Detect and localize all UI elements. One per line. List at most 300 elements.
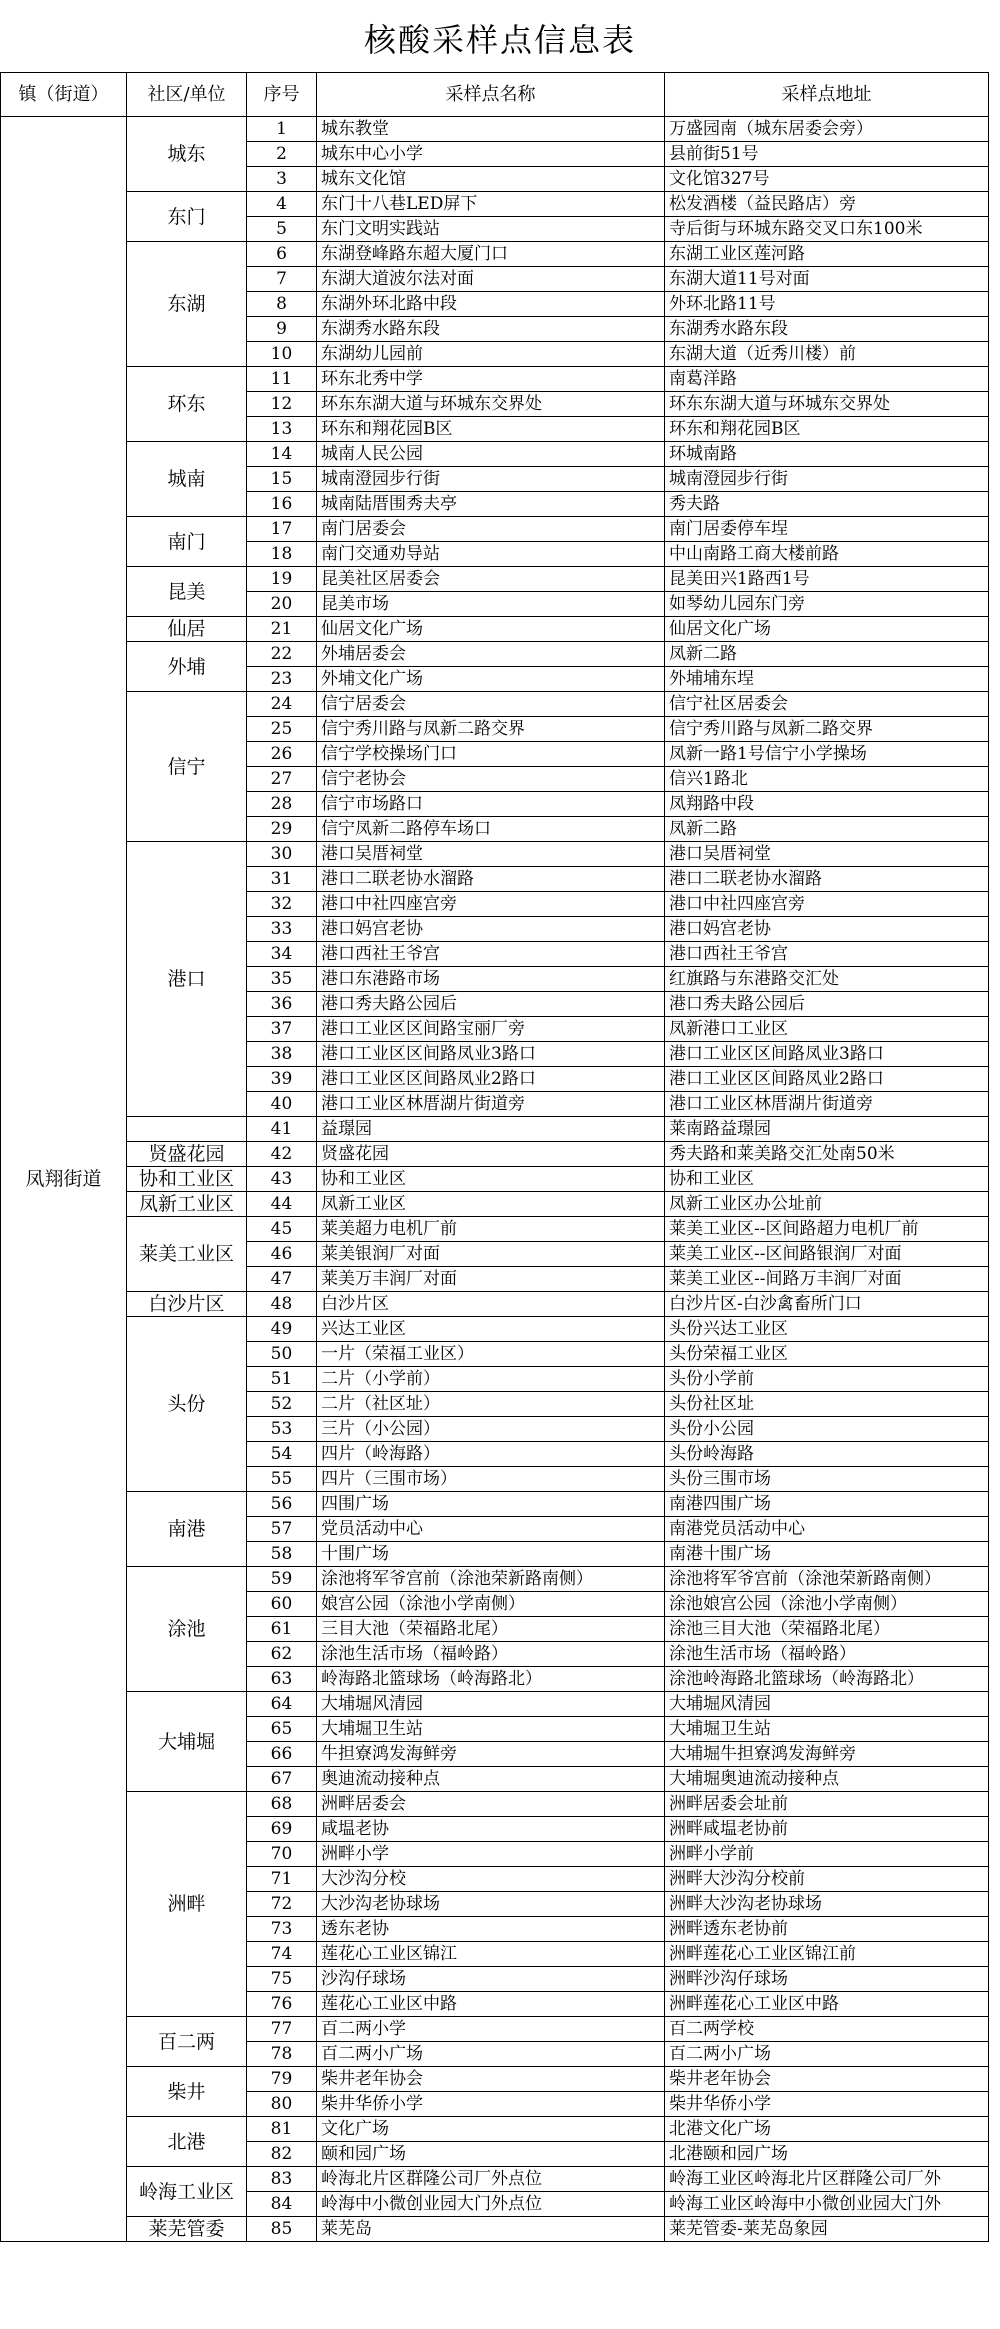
seq-cell: 52	[247, 1392, 317, 1417]
site-address-cell: 凤新二路	[665, 642, 989, 667]
site-name-cell: 岭海北片区群隆公司厂外点位	[317, 2167, 665, 2192]
site-address-cell: 涂池娘宫公园（涂池小学南侧）	[665, 1592, 989, 1617]
seq-cell: 66	[247, 1742, 317, 1767]
site-name-cell: 东湖登峰路东超大厦门口	[317, 242, 665, 267]
site-name-cell: 益璟园	[317, 1117, 665, 1142]
seq-cell: 84	[247, 2192, 317, 2217]
site-address-cell: 头份兴达工业区	[665, 1317, 989, 1342]
site-name-cell: 城南人民公园	[317, 442, 665, 467]
seq-cell: 35	[247, 967, 317, 992]
site-address-cell: 南门居委停车埕	[665, 517, 989, 542]
site-address-cell: 洲畔大沙沟老协球场	[665, 1892, 989, 1917]
seq-cell: 4	[247, 192, 317, 217]
site-name-cell: 岭海中小微创业园大门外点位	[317, 2192, 665, 2217]
seq-cell: 14	[247, 442, 317, 467]
table-row	[1, 192, 989, 217]
seq-cell: 27	[247, 767, 317, 792]
seq-cell: 1	[247, 117, 317, 142]
table-body	[1, 117, 989, 2242]
seq-cell: 61	[247, 1617, 317, 1642]
site-address-cell: 岭海工业区岭海中小微创业园大门外	[665, 2192, 989, 2217]
site-name-cell: 环东北秀中学	[317, 367, 665, 392]
site-name-cell: 莲花心工业区锦江	[317, 1942, 665, 1967]
site-name-cell: 沙沟仔球场	[317, 1967, 665, 1992]
site-name-cell: 四片（三围市场）	[317, 1467, 665, 1492]
site-name-cell: 文化广场	[317, 2117, 665, 2142]
site-address-cell: 洲畔沙沟仔球场	[665, 1967, 989, 1992]
table-row	[1, 1217, 989, 1242]
site-address-cell: 信兴1路北	[665, 767, 989, 792]
site-name-cell: 大沙沟分校	[317, 1867, 665, 1892]
table-row	[1, 2117, 989, 2142]
community-cell: 城南	[127, 442, 247, 517]
site-address-cell: 南港四围广场	[665, 1492, 989, 1517]
seq-cell: 42	[247, 1142, 317, 1167]
seq-cell: 76	[247, 1992, 317, 2017]
town-cell: 凤翔街道	[1, 117, 127, 2242]
header-seq: 序号	[247, 73, 317, 117]
community-cell: 南门	[127, 517, 247, 567]
seq-cell: 30	[247, 842, 317, 867]
site-name-cell: 四围广场	[317, 1492, 665, 1517]
community-cell: 百二两	[127, 2017, 247, 2067]
table-row	[1, 1567, 989, 1592]
seq-cell: 16	[247, 492, 317, 517]
site-name-cell: 东湖大道波尔法对面	[317, 267, 665, 292]
header-community: 社区/单位	[127, 73, 247, 117]
seq-cell: 6	[247, 242, 317, 267]
site-address-cell: 莱美工业区--间路万丰润厂对面	[665, 1267, 989, 1292]
community-cell: 北港	[127, 2117, 247, 2167]
site-address-cell: 港口二联老协水溜路	[665, 867, 989, 892]
table-row	[1, 617, 989, 642]
site-name-cell: 外埔居委会	[317, 642, 665, 667]
header-address: 采样点地址	[665, 73, 989, 117]
table-row	[1, 1792, 989, 1817]
community-cell: 莱美工业区	[127, 1217, 247, 1292]
table-row	[1, 242, 989, 267]
site-name-cell: 四片（岭海路）	[317, 1442, 665, 1467]
seq-cell: 81	[247, 2117, 317, 2142]
table-row	[1, 442, 989, 467]
seq-cell: 48	[247, 1292, 317, 1317]
seq-cell: 10	[247, 342, 317, 367]
site-address-cell: 港口西社王爷宫	[665, 942, 989, 967]
site-name-cell: 大沙沟老协球场	[317, 1892, 665, 1917]
site-name-cell: 信宁凤新二路停车场口	[317, 817, 665, 842]
table-header	[1, 73, 989, 117]
site-address-cell: 外埔埔东埕	[665, 667, 989, 692]
site-address-cell: 中山南路工商大楼前路	[665, 542, 989, 567]
community-cell: 洲畔	[127, 1792, 247, 2017]
seq-cell: 82	[247, 2142, 317, 2167]
site-name-cell: 贤盛花园	[317, 1142, 665, 1167]
seq-cell: 38	[247, 1042, 317, 1067]
site-name-cell: 大埔堀卫生站	[317, 1717, 665, 1742]
seq-cell: 29	[247, 817, 317, 842]
seq-cell: 7	[247, 267, 317, 292]
site-address-cell: 外环北路11号	[665, 292, 989, 317]
site-address-cell: 白沙片区-白沙禽畜所门口	[665, 1292, 989, 1317]
site-address-cell: 文化馆327号	[665, 167, 989, 192]
site-address-cell: 百二两小广场	[665, 2042, 989, 2067]
table-row	[1, 117, 989, 142]
site-name-cell: 信宁居委会	[317, 692, 665, 717]
site-name-cell: 兴达工业区	[317, 1317, 665, 1342]
site-name-cell: 港口中社四座宫旁	[317, 892, 665, 917]
site-name-cell: 昆美社区居委会	[317, 567, 665, 592]
site-name-cell: 洲畔居委会	[317, 1792, 665, 1817]
seq-cell: 15	[247, 467, 317, 492]
site-name-cell: 娘宫公园（涂池小学南侧）	[317, 1592, 665, 1617]
site-name-cell: 仙居文化广场	[317, 617, 665, 642]
site-name-cell: 二片（社区址）	[317, 1392, 665, 1417]
seq-cell: 28	[247, 792, 317, 817]
seq-cell: 2	[247, 142, 317, 167]
site-name-cell: 信宁老协会	[317, 767, 665, 792]
site-address-cell: 凤新二路	[665, 817, 989, 842]
site-name-cell: 港口秀夫路公园后	[317, 992, 665, 1017]
site-address-cell: 洲畔咸塭老协前	[665, 1817, 989, 1842]
site-address-cell: 东湖工业区莲河路	[665, 242, 989, 267]
seq-cell: 72	[247, 1892, 317, 1917]
table-row	[1, 842, 989, 867]
table-row	[1, 1142, 989, 1167]
seq-cell: 34	[247, 942, 317, 967]
site-address-cell: 县前街51号	[665, 142, 989, 167]
site-name-cell: 东湖外环北路中段	[317, 292, 665, 317]
seq-cell: 78	[247, 2042, 317, 2067]
site-address-cell: 洲畔莲花心工业区锦江前	[665, 1942, 989, 1967]
site-name-cell: 颐和园广场	[317, 2142, 665, 2167]
site-name-cell: 三目大池（荣福路北尾）	[317, 1617, 665, 1642]
table-row	[1, 2217, 989, 2242]
site-address-cell: 柴井老年协会	[665, 2067, 989, 2092]
site-name-cell: 莱美银润厂对面	[317, 1242, 665, 1267]
site-name-cell: 柴井老年协会	[317, 2067, 665, 2092]
site-address-cell: 东湖大道（近秀川楼）前	[665, 342, 989, 367]
site-name-cell: 东门十八巷LED屏下	[317, 192, 665, 217]
seq-cell: 53	[247, 1417, 317, 1442]
site-name-cell: 环东和翔花园B区	[317, 417, 665, 442]
site-name-cell: 二片（小学前）	[317, 1367, 665, 1392]
site-address-cell: 南港十围广场	[665, 1542, 989, 1567]
community-cell: 仙居	[127, 617, 247, 642]
site-address-cell: 港口吴厝祠堂	[665, 842, 989, 867]
site-address-cell: 凤新一路1号信宁小学操场	[665, 742, 989, 767]
seq-cell: 26	[247, 742, 317, 767]
seq-cell: 13	[247, 417, 317, 442]
site-address-cell: 莱南路益璟园	[665, 1117, 989, 1142]
site-name-cell: 信宁学校操场门口	[317, 742, 665, 767]
site-name-cell: 涂池将军爷宫前（涂池荣新路南侧）	[317, 1567, 665, 1592]
site-name-cell: 牛担寮鸿发海鲜旁	[317, 1742, 665, 1767]
community-cell: 昆美	[127, 567, 247, 617]
site-address-cell: 秀夫路	[665, 492, 989, 517]
seq-cell: 23	[247, 667, 317, 692]
community-cell: 东湖	[127, 242, 247, 367]
sampling-sites-table	[0, 72, 989, 2242]
site-name-cell: 城东中心小学	[317, 142, 665, 167]
site-name-cell: 港口东港路市场	[317, 967, 665, 992]
site-address-cell: 信宁秀川路与凤新二路交界	[665, 717, 989, 742]
site-address-cell: 大埔堀奥迪流动接种点	[665, 1767, 989, 1792]
table-row	[1, 692, 989, 717]
community-cell: 城东	[127, 117, 247, 192]
site-address-cell: 仙居文化广场	[665, 617, 989, 642]
seq-cell: 46	[247, 1242, 317, 1267]
seq-cell: 40	[247, 1092, 317, 1117]
table-row	[1, 367, 989, 392]
seq-cell: 17	[247, 517, 317, 542]
site-address-cell: 协和工业区	[665, 1167, 989, 1192]
community-cell: 贤盛花园	[127, 1142, 247, 1167]
site-address-cell: 莱芜管委-莱芜岛象园	[665, 2217, 989, 2242]
seq-cell: 68	[247, 1792, 317, 1817]
site-name-cell: 南门居委会	[317, 517, 665, 542]
table-row	[1, 2017, 989, 2042]
site-name-cell: 信宁市场路口	[317, 792, 665, 817]
site-name-cell: 东湖幼儿园前	[317, 342, 665, 367]
community-cell: 头份	[127, 1317, 247, 1492]
table-row	[1, 1117, 989, 1142]
site-name-cell: 环东东湖大道与环城东交界处	[317, 392, 665, 417]
site-name-cell: 港口工业区林厝湖片街道旁	[317, 1092, 665, 1117]
site-address-cell: 头份小学前	[665, 1367, 989, 1392]
site-address-cell: 洲畔透东老协前	[665, 1917, 989, 1942]
site-address-cell: 港口工业区区间路凤业2路口	[665, 1067, 989, 1092]
community-cell: 东门	[127, 192, 247, 242]
community-cell	[127, 1117, 247, 1142]
community-cell: 外埔	[127, 642, 247, 692]
site-name-cell: 东门文明实践站	[317, 217, 665, 242]
seq-cell: 70	[247, 1842, 317, 1867]
seq-cell: 85	[247, 2217, 317, 2242]
site-name-cell: 港口二联老协水溜路	[317, 867, 665, 892]
site-address-cell: 凤翔路中段	[665, 792, 989, 817]
site-address-cell: 城南澄园步行街	[665, 467, 989, 492]
table-row	[1, 1192, 989, 1217]
table-row	[1, 567, 989, 592]
site-name-cell: 党员活动中心	[317, 1517, 665, 1542]
community-cell: 协和工业区	[127, 1167, 247, 1192]
seq-cell: 79	[247, 2067, 317, 2092]
site-address-cell: 环东东湖大道与环城东交界处	[665, 392, 989, 417]
site-address-cell: 寺后街与环城东路交叉口东100米	[665, 217, 989, 242]
site-address-cell: 如琴幼儿园东门旁	[665, 592, 989, 617]
seq-cell: 21	[247, 617, 317, 642]
seq-cell: 49	[247, 1317, 317, 1342]
site-address-cell: 洲畔大沙沟分校前	[665, 1867, 989, 1892]
seq-cell: 62	[247, 1642, 317, 1667]
site-address-cell: 头份小公园	[665, 1417, 989, 1442]
site-address-cell: 南港党员活动中心	[665, 1517, 989, 1542]
seq-cell: 22	[247, 642, 317, 667]
seq-cell: 64	[247, 1692, 317, 1717]
site-address-cell: 昆美田兴1路西1号	[665, 567, 989, 592]
site-name-cell: 咸塭老协	[317, 1817, 665, 1842]
site-address-cell: 涂池三目大池（荣福路北尾）	[665, 1617, 989, 1642]
site-address-cell: 百二两学校	[665, 2017, 989, 2042]
table-row	[1, 1292, 989, 1317]
community-cell: 港口	[127, 842, 247, 1117]
site-address-cell: 柴井华侨小学	[665, 2092, 989, 2117]
site-address-cell: 环东和翔花园B区	[665, 417, 989, 442]
seq-cell: 59	[247, 1567, 317, 1592]
seq-cell: 69	[247, 1817, 317, 1842]
site-address-cell: 涂池将军爷宫前（涂池荣新路南侧）	[665, 1567, 989, 1592]
site-name-cell: 港口吴厝祠堂	[317, 842, 665, 867]
site-name-cell: 港口妈宫老协	[317, 917, 665, 942]
site-address-cell: 大埔堀牛担寮鸿发海鲜旁	[665, 1742, 989, 1767]
community-cell: 岭海工业区	[127, 2167, 247, 2217]
site-address-cell: 涂池岭海路北篮球场（岭海路北）	[665, 1667, 989, 1692]
site-name-cell: 十围广场	[317, 1542, 665, 1567]
seq-cell: 55	[247, 1467, 317, 1492]
seq-cell: 18	[247, 542, 317, 567]
seq-cell: 25	[247, 717, 317, 742]
site-address-cell: 秀夫路和莱美路交汇处南50米	[665, 1142, 989, 1167]
site-address-cell: 头份社区址	[665, 1392, 989, 1417]
seq-cell: 19	[247, 567, 317, 592]
seq-cell: 31	[247, 867, 317, 892]
site-name-cell: 城南陆厝围秀夫亭	[317, 492, 665, 517]
site-address-cell: 头份三围市场	[665, 1467, 989, 1492]
table-row	[1, 2167, 989, 2192]
site-name-cell: 港口工业区区间路凤业3路口	[317, 1042, 665, 1067]
site-name-cell: 信宁秀川路与凤新二路交界	[317, 717, 665, 742]
site-address-cell: 北港颐和园广场	[665, 2142, 989, 2167]
site-name-cell: 南门交通劝导站	[317, 542, 665, 567]
seq-cell: 12	[247, 392, 317, 417]
site-name-cell: 莱美万丰润厂对面	[317, 1267, 665, 1292]
site-address-cell: 凤新港口工业区	[665, 1017, 989, 1042]
site-address-cell: 南葛洋路	[665, 367, 989, 392]
seq-cell: 39	[247, 1067, 317, 1092]
community-cell: 莱芜管委	[127, 2217, 247, 2242]
site-name-cell: 奥迪流动接种点	[317, 1767, 665, 1792]
site-name-cell: 一片（荣福工业区）	[317, 1342, 665, 1367]
site-address-cell: 环城南路	[665, 442, 989, 467]
table-row	[1, 2067, 989, 2092]
site-name-cell: 百二两小广场	[317, 2042, 665, 2067]
site-name-cell: 城东文化馆	[317, 167, 665, 192]
seq-cell: 63	[247, 1667, 317, 1692]
seq-cell: 71	[247, 1867, 317, 1892]
site-address-cell: 北港文化广场	[665, 2117, 989, 2142]
seq-cell: 9	[247, 317, 317, 342]
seq-cell: 74	[247, 1942, 317, 1967]
seq-cell: 44	[247, 1192, 317, 1217]
site-name-cell: 港口工业区区间路凤业2路口	[317, 1067, 665, 1092]
seq-cell: 58	[247, 1542, 317, 1567]
site-name-cell: 柴井华侨小学	[317, 2092, 665, 2117]
site-name-cell: 三片（小公园）	[317, 1417, 665, 1442]
community-cell: 凤新工业区	[127, 1192, 247, 1217]
community-cell: 信宁	[127, 692, 247, 842]
site-name-cell: 港口西社王爷宫	[317, 942, 665, 967]
seq-cell: 80	[247, 2092, 317, 2117]
site-address-cell: 信宁社区居委会	[665, 692, 989, 717]
site-name-cell: 白沙片区	[317, 1292, 665, 1317]
site-name-cell: 东湖秀水路东段	[317, 317, 665, 342]
seq-cell: 37	[247, 1017, 317, 1042]
site-address-cell: 洲畔居委会址前	[665, 1792, 989, 1817]
site-address-cell: 涂池生活市场（福岭路）	[665, 1642, 989, 1667]
seq-cell: 83	[247, 2167, 317, 2192]
table-row	[1, 642, 989, 667]
seq-cell: 56	[247, 1492, 317, 1517]
site-address-cell: 大埔堀卫生站	[665, 1717, 989, 1742]
seq-cell: 8	[247, 292, 317, 317]
site-name-cell: 莱芜岛	[317, 2217, 665, 2242]
site-name-cell: 洲畔小学	[317, 1842, 665, 1867]
site-address-cell: 洲畔小学前	[665, 1842, 989, 1867]
seq-cell: 75	[247, 1967, 317, 1992]
seq-cell: 73	[247, 1917, 317, 1942]
seq-cell: 41	[247, 1117, 317, 1142]
site-name-cell: 百二两小学	[317, 2017, 665, 2042]
site-address-cell: 头份岭海路	[665, 1442, 989, 1467]
table-row	[1, 1167, 989, 1192]
header-name: 采样点名称	[317, 73, 665, 117]
seq-cell: 47	[247, 1267, 317, 1292]
site-address-cell: 头份荣福工业区	[665, 1342, 989, 1367]
header-row	[1, 73, 989, 117]
page-title: 核酸采样点信息表	[363, 21, 636, 59]
seq-cell: 5	[247, 217, 317, 242]
site-name-cell: 莲花心工业区中路	[317, 1992, 665, 2017]
site-address-cell: 大埔堀风清园	[665, 1692, 989, 1717]
header-town: 镇（街道）	[1, 73, 127, 117]
site-address-cell: 港口秀夫路公园后	[665, 992, 989, 1017]
site-name-cell: 城南澄园步行街	[317, 467, 665, 492]
site-address-cell: 港口工业区区间路凤业3路口	[665, 1042, 989, 1067]
seq-cell: 43	[247, 1167, 317, 1192]
seq-cell: 54	[247, 1442, 317, 1467]
site-name-cell: 协和工业区	[317, 1167, 665, 1192]
seq-cell: 45	[247, 1217, 317, 1242]
seq-cell: 3	[247, 167, 317, 192]
site-address-cell: 港口工业区林厝湖片街道旁	[665, 1092, 989, 1117]
community-cell: 柴井	[127, 2067, 247, 2117]
site-name-cell: 港口工业区区间路宝丽厂旁	[317, 1017, 665, 1042]
site-address-cell: 东湖秀水路东段	[665, 317, 989, 342]
site-name-cell: 昆美市场	[317, 592, 665, 617]
community-cell: 南港	[127, 1492, 247, 1567]
site-name-cell: 凤新工业区	[317, 1192, 665, 1217]
table-row	[1, 517, 989, 542]
seq-cell: 32	[247, 892, 317, 917]
site-address-cell: 洲畔莲花心工业区中路	[665, 1992, 989, 2017]
seq-cell: 60	[247, 1592, 317, 1617]
site-address-cell: 松发酒楼（益民路店）旁	[665, 192, 989, 217]
site-address-cell: 红旗路与东港路交汇处	[665, 967, 989, 992]
seq-cell: 77	[247, 2017, 317, 2042]
seq-cell: 20	[247, 592, 317, 617]
community-cell: 大埔堀	[127, 1692, 247, 1792]
community-cell: 白沙片区	[127, 1292, 247, 1317]
seq-cell: 24	[247, 692, 317, 717]
site-address-cell: 港口中社四座宫旁	[665, 892, 989, 917]
table-row	[1, 1317, 989, 1342]
seq-cell: 57	[247, 1517, 317, 1542]
seq-cell: 33	[247, 917, 317, 942]
seq-cell: 50	[247, 1342, 317, 1367]
site-address-cell: 岭海工业区岭海北片区群隆公司厂外	[665, 2167, 989, 2192]
table-row	[1, 1492, 989, 1517]
seq-cell: 51	[247, 1367, 317, 1392]
